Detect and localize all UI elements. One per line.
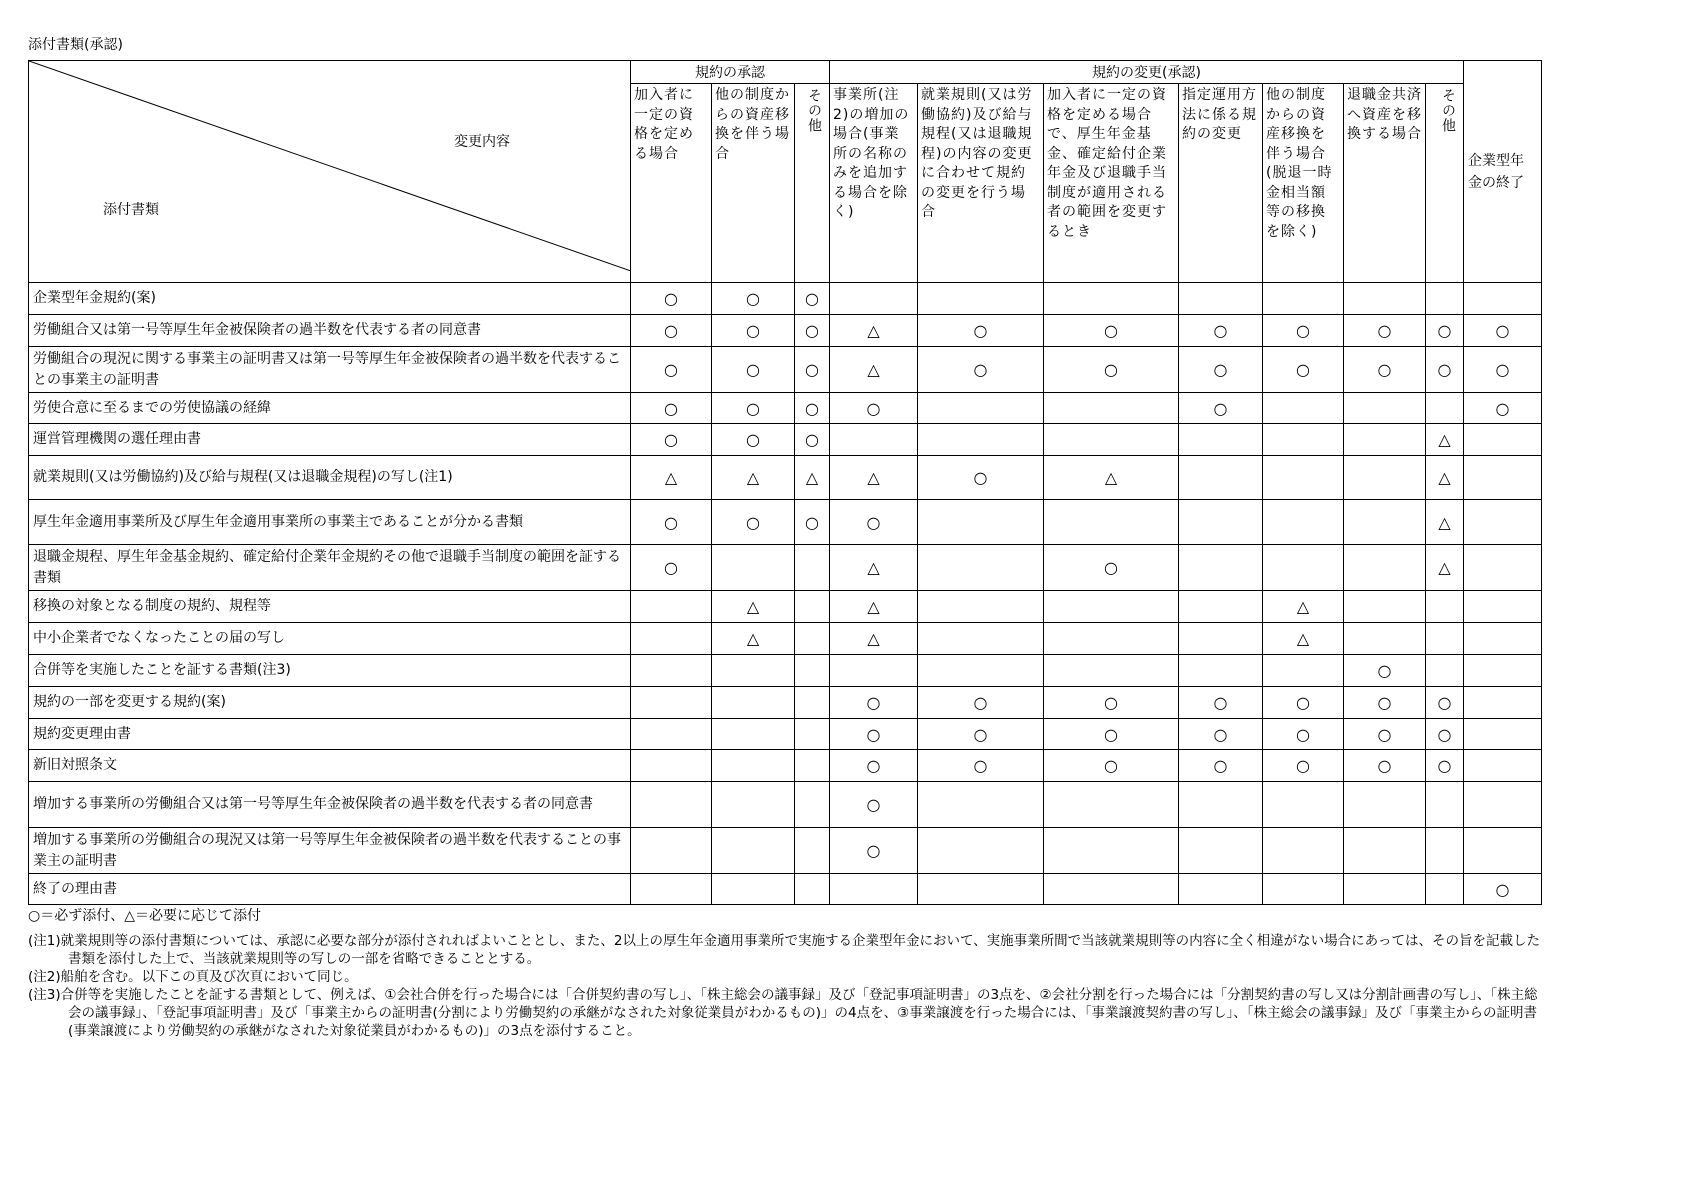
empty-cell <box>1044 393 1179 424</box>
required-mark: ○ <box>918 687 1044 719</box>
required-mark: ○ <box>1179 315 1263 347</box>
table-row <box>29 782 1542 828</box>
optional-mark: △ <box>1426 545 1464 591</box>
empty-cell <box>1044 782 1179 828</box>
table-row <box>29 623 1542 655</box>
empty-cell <box>795 719 830 750</box>
empty-cell <box>1464 500 1542 545</box>
note-2: (注2)船舶を含む。以下この頁及び次頁において同じ。 <box>28 969 358 985</box>
empty-cell <box>1044 655 1179 687</box>
optional-mark: △ <box>830 545 918 591</box>
row-label: 終了の理由書 <box>29 874 631 905</box>
required-mark: ○ <box>830 393 918 424</box>
optional-mark: △ <box>1426 456 1464 500</box>
empty-cell <box>1464 828 1542 874</box>
required-mark: ○ <box>1344 719 1426 750</box>
empty-cell <box>1179 424 1263 456</box>
required-mark: ○ <box>631 315 712 347</box>
col-header: 加入者に一定の資格を定める場合 <box>631 84 712 283</box>
empty-cell <box>1464 545 1542 591</box>
empty-cell <box>795 545 830 591</box>
required-mark: ○ <box>1426 750 1464 782</box>
empty-cell <box>795 687 830 719</box>
required-mark: ○ <box>712 315 795 347</box>
empty-cell <box>1464 782 1542 828</box>
empty-cell <box>795 591 830 623</box>
row-label: 増加する事業所の労働組合の現況又は第一号等厚生年金被保険者の過半数を代表することの事業主の証明書 <box>29 828 631 874</box>
diagonal-line <box>29 61 631 271</box>
table-row <box>29 655 1542 687</box>
optional-mark: △ <box>1426 500 1464 545</box>
empty-cell <box>631 591 712 623</box>
empty-cell <box>1044 424 1179 456</box>
required-mark: ○ <box>1044 750 1179 782</box>
required-mark: ○ <box>1179 687 1263 719</box>
empty-cell <box>1426 874 1464 905</box>
empty-cell <box>1344 828 1426 874</box>
empty-cell <box>1179 874 1263 905</box>
table-row <box>29 750 1542 782</box>
required-mark: ○ <box>631 393 712 424</box>
empty-cell <box>1344 591 1426 623</box>
empty-cell <box>1464 655 1542 687</box>
table-row <box>29 283 1542 315</box>
row-label: 規約変更理由書 <box>29 719 631 750</box>
empty-cell <box>1426 393 1464 424</box>
empty-cell <box>712 782 795 828</box>
required-mark: ○ <box>631 545 712 591</box>
empty-cell <box>631 782 712 828</box>
required-mark: ○ <box>1179 347 1263 393</box>
empty-cell <box>1344 283 1426 315</box>
empty-cell <box>918 283 1044 315</box>
row-label: 新旧対照条文 <box>29 750 631 782</box>
col-header: 指定運用方法に係る規約の変更 <box>1179 84 1263 283</box>
required-mark: ○ <box>795 283 830 315</box>
empty-cell <box>1179 782 1263 828</box>
table-row <box>29 591 1542 623</box>
required-mark: ○ <box>795 393 830 424</box>
legend: ○＝必ず添付、△＝必要に応じて添付 <box>28 908 261 924</box>
required-mark: ○ <box>1426 315 1464 347</box>
empty-cell <box>918 655 1044 687</box>
empty-cell <box>1263 782 1344 828</box>
empty-cell <box>631 828 712 874</box>
empty-cell <box>712 545 795 591</box>
empty-cell <box>1464 719 1542 750</box>
col-header: 加入者に一定の資格を定める場合で、厚生年金基金、確定給付企業年金及び退職手当制度が適用される者の範囲を変更するとき <box>1044 84 1179 283</box>
required-mark: ○ <box>1044 687 1179 719</box>
empty-cell <box>1464 687 1542 719</box>
required-mark: ○ <box>712 347 795 393</box>
row-label: 労使合意に至るまでの労使協議の経緯 <box>29 393 631 424</box>
table-row <box>29 828 1542 874</box>
optional-mark: △ <box>712 591 795 623</box>
optional-mark: △ <box>830 315 918 347</box>
group-header-change: 規約の変更(承認) <box>830 61 1464 84</box>
empty-cell <box>795 828 830 874</box>
optional-mark: △ <box>712 456 795 500</box>
empty-cell <box>1426 283 1464 315</box>
empty-cell <box>1179 655 1263 687</box>
empty-cell <box>1464 750 1542 782</box>
empty-cell <box>918 874 1044 905</box>
empty-cell <box>1344 456 1426 500</box>
empty-cell <box>631 874 712 905</box>
required-mark: ○ <box>1464 315 1542 347</box>
empty-cell <box>1464 623 1542 655</box>
required-mark: ○ <box>712 283 795 315</box>
empty-cell <box>1044 874 1179 905</box>
table-row <box>29 874 1542 905</box>
table-row <box>29 719 1542 750</box>
empty-cell <box>1263 424 1344 456</box>
col-header: 就業規則(又は労働協約)及び給与規程(又は退職規程)の内容の変更に合わせて規約の変更を行う場合 <box>918 84 1044 283</box>
table-row <box>29 315 1542 347</box>
required-mark: ○ <box>1263 315 1344 347</box>
empty-cell <box>1179 828 1263 874</box>
row-label: 企業型年金規約(案) <box>29 283 631 315</box>
required-mark: ○ <box>795 424 830 456</box>
empty-cell <box>1179 283 1263 315</box>
required-mark: ○ <box>830 782 918 828</box>
optional-mark: △ <box>830 456 918 500</box>
required-mark: ○ <box>830 750 918 782</box>
required-mark: ○ <box>918 456 1044 500</box>
optional-mark: △ <box>1044 456 1179 500</box>
required-mark: ○ <box>1044 315 1179 347</box>
empty-cell <box>712 828 795 874</box>
empty-cell <box>1179 623 1263 655</box>
empty-cell <box>918 782 1044 828</box>
required-mark: ○ <box>712 500 795 545</box>
empty-cell <box>918 393 1044 424</box>
row-label: 規約の一部を変更する規約(案) <box>29 687 631 719</box>
empty-cell <box>1426 828 1464 874</box>
empty-cell <box>1044 283 1179 315</box>
required-mark: ○ <box>795 347 830 393</box>
table-row <box>29 500 1542 545</box>
empty-cell <box>1464 591 1542 623</box>
empty-cell <box>1263 393 1344 424</box>
row-label: 退職金規程、厚生年金基金規約、確定給付企業年金規約その他で退職手当制度の範囲を証する書類 <box>29 545 631 591</box>
empty-cell <box>1263 545 1344 591</box>
empty-cell <box>918 500 1044 545</box>
col-header: 退職金共済へ資産を移換する場合 <box>1344 84 1426 283</box>
empty-cell <box>631 687 712 719</box>
empty-cell <box>830 424 918 456</box>
required-mark: ○ <box>712 424 795 456</box>
required-mark: ○ <box>1179 719 1263 750</box>
required-mark: ○ <box>1263 719 1344 750</box>
empty-cell <box>795 655 830 687</box>
empty-cell <box>712 750 795 782</box>
col-header: その他 <box>795 84 830 283</box>
required-mark: ○ <box>1344 655 1426 687</box>
optional-mark: △ <box>1263 591 1344 623</box>
row-label: 運営管理機関の選任理由書 <box>29 424 631 456</box>
required-mark: ○ <box>1044 347 1179 393</box>
required-mark: ○ <box>1263 750 1344 782</box>
empty-cell <box>1263 874 1344 905</box>
empty-cell <box>1344 782 1426 828</box>
empty-cell <box>1044 828 1179 874</box>
required-mark: ○ <box>918 347 1044 393</box>
empty-cell <box>1464 283 1542 315</box>
empty-cell <box>1179 591 1263 623</box>
empty-cell <box>918 545 1044 591</box>
row-label: 就業規則(又は労働協約)及び給与規程(又は退職金規程)の写し(注1) <box>29 456 631 500</box>
row-label: 厚生年金適用事業所及び厚生年金適用事業所の事業主であることが分かる書類 <box>29 500 631 545</box>
optional-mark: △ <box>1263 623 1344 655</box>
table-row <box>29 456 1542 500</box>
optional-mark: △ <box>795 456 830 500</box>
empty-cell <box>1344 623 1426 655</box>
empty-cell <box>1464 424 1542 456</box>
empty-cell <box>1344 500 1426 545</box>
required-mark: ○ <box>1464 347 1542 393</box>
corner-bottom-label: 添付書類 <box>103 202 159 218</box>
note-3: (注3)合併等を実施したことを証する書類として、例えば、①会社合併を行った場合には「合併契約書の写し」、「株主総会の議事録」及び「登記事項証明書」の3点を、②会社分割を行った場合には「分割契約書の写し又は分割計画書の写し」、「株主総会の議事録」、「登記事項証明書」及び「事業主からの証明書(分割により労働契約の承継がなされた対象従業員がわかるもの)」の4点を、③事業譲渡を行った場合には、「事業譲渡契約書の写し」、「株主総会の議事録」及び「事業主からの証明書(事業譲渡により労働契約の承継がなされた対象従業員がわかるもの)」の3点を添付すること。 <box>28 987 1538 1039</box>
required-mark: ○ <box>1044 545 1179 591</box>
empty-cell <box>918 828 1044 874</box>
required-mark: ○ <box>1426 719 1464 750</box>
table-row <box>29 687 1542 719</box>
required-mark: ○ <box>918 719 1044 750</box>
required-mark: ○ <box>1426 687 1464 719</box>
empty-cell <box>1263 828 1344 874</box>
empty-cell <box>631 750 712 782</box>
required-mark: ○ <box>830 687 918 719</box>
required-mark: ○ <box>795 315 830 347</box>
required-mark: ○ <box>1464 393 1542 424</box>
empty-cell <box>795 782 830 828</box>
required-mark: ○ <box>1464 874 1542 905</box>
empty-cell <box>1426 782 1464 828</box>
required-mark: ○ <box>1263 347 1344 393</box>
empty-cell <box>631 623 712 655</box>
document-title: 添付書類(承認) <box>28 37 123 53</box>
required-mark: ○ <box>1344 687 1426 719</box>
optional-mark: △ <box>631 456 712 500</box>
note-1: (注1)就業規則等の添付書類については、承認に必要な部分が添付されればよいこととし、また、2以上の厚生年金適用事業所で実施する企業型年金において、実施事業所間で当該就業規則等の内容に全く相違がない場合にあっては、その旨を記載した書類を添付した上で、当該就業規則等の写しの一部を省略できることとする。 <box>28 933 1541 967</box>
required-mark: ○ <box>1344 750 1426 782</box>
required-mark: ○ <box>631 347 712 393</box>
required-mark: ○ <box>631 500 712 545</box>
required-mark: ○ <box>1263 687 1344 719</box>
required-mark: ○ <box>795 500 830 545</box>
attachment-table <box>28 60 1542 905</box>
empty-cell <box>1263 283 1344 315</box>
table-row <box>29 393 1542 424</box>
required-mark: ○ <box>631 424 712 456</box>
col-header: 事業所(注2)の増加の場合(事業所の名称のみを追加する場合を除く) <box>830 84 918 283</box>
row-label: 中小企業者でなくなったことの届の写し <box>29 623 631 655</box>
required-mark: ○ <box>918 315 1044 347</box>
empty-cell <box>1263 655 1344 687</box>
required-mark: ○ <box>1426 347 1464 393</box>
optional-mark: △ <box>712 623 795 655</box>
required-mark: ○ <box>712 393 795 424</box>
row-label: 合併等を実施したことを証する書類(注3) <box>29 655 631 687</box>
optional-mark: △ <box>830 623 918 655</box>
empty-cell <box>830 874 918 905</box>
required-mark: ○ <box>631 283 712 315</box>
corner-top-label: 変更内容 <box>454 134 510 150</box>
col-header-termination: 企業型年金の終了 <box>1464 61 1542 283</box>
empty-cell <box>1426 623 1464 655</box>
empty-cell <box>918 591 1044 623</box>
empty-cell <box>1044 591 1179 623</box>
required-mark: ○ <box>830 719 918 750</box>
empty-cell <box>712 874 795 905</box>
empty-cell <box>1464 456 1542 500</box>
empty-cell <box>1344 545 1426 591</box>
group-header-approval: 規約の承認 <box>631 61 830 84</box>
empty-cell <box>795 623 830 655</box>
row-label: 移換の対象となる制度の規約、規程等 <box>29 591 631 623</box>
empty-cell <box>795 874 830 905</box>
empty-cell <box>1344 393 1426 424</box>
empty-cell <box>1263 456 1344 500</box>
empty-cell <box>712 719 795 750</box>
required-mark: ○ <box>1179 393 1263 424</box>
optional-mark: △ <box>1426 424 1464 456</box>
empty-cell <box>918 424 1044 456</box>
empty-cell <box>1263 500 1344 545</box>
row-label: 労働組合の現況に関する事業主の証明書又は第一号等厚生年金被保険者の過半数を代表することの事業主の証明書 <box>29 347 631 393</box>
required-mark: ○ <box>1344 347 1426 393</box>
empty-cell <box>1179 500 1263 545</box>
empty-cell <box>1179 456 1263 500</box>
optional-mark: △ <box>830 591 918 623</box>
optional-mark: △ <box>830 347 918 393</box>
required-mark: ○ <box>1344 315 1426 347</box>
empty-cell <box>1426 591 1464 623</box>
corner-header <box>29 61 631 283</box>
col-header: 他の制度からの資産移換を伴う場合 <box>712 84 795 283</box>
required-mark: ○ <box>918 750 1044 782</box>
empty-cell <box>1044 500 1179 545</box>
empty-cell <box>712 655 795 687</box>
row-label: 労働組合又は第一号等厚生年金被保険者の過半数を代表する者の同意書 <box>29 315 631 347</box>
col-header: 他の制度からの資産移換を伴う場合(脱退一時金相当額等の移換を除く) <box>1263 84 1344 283</box>
col-header: その他 <box>1426 84 1464 283</box>
required-mark: ○ <box>830 828 918 874</box>
empty-cell <box>1344 424 1426 456</box>
required-mark: ○ <box>830 500 918 545</box>
empty-cell <box>830 655 918 687</box>
empty-cell <box>1179 545 1263 591</box>
table-row <box>29 424 1542 456</box>
empty-cell <box>1344 874 1426 905</box>
empty-cell <box>1426 655 1464 687</box>
empty-cell <box>795 750 830 782</box>
empty-cell <box>631 655 712 687</box>
table-row <box>29 545 1542 591</box>
notes <box>28 932 1548 1040</box>
empty-cell <box>1044 623 1179 655</box>
required-mark: ○ <box>1044 719 1179 750</box>
empty-cell <box>631 719 712 750</box>
empty-cell <box>830 283 918 315</box>
table-row <box>29 347 1542 393</box>
row-label: 増加する事業所の労働組合又は第一号等厚生年金被保険者の過半数を代表する者の同意書 <box>29 782 631 828</box>
empty-cell <box>712 687 795 719</box>
empty-cell <box>918 623 1044 655</box>
required-mark: ○ <box>1179 750 1263 782</box>
